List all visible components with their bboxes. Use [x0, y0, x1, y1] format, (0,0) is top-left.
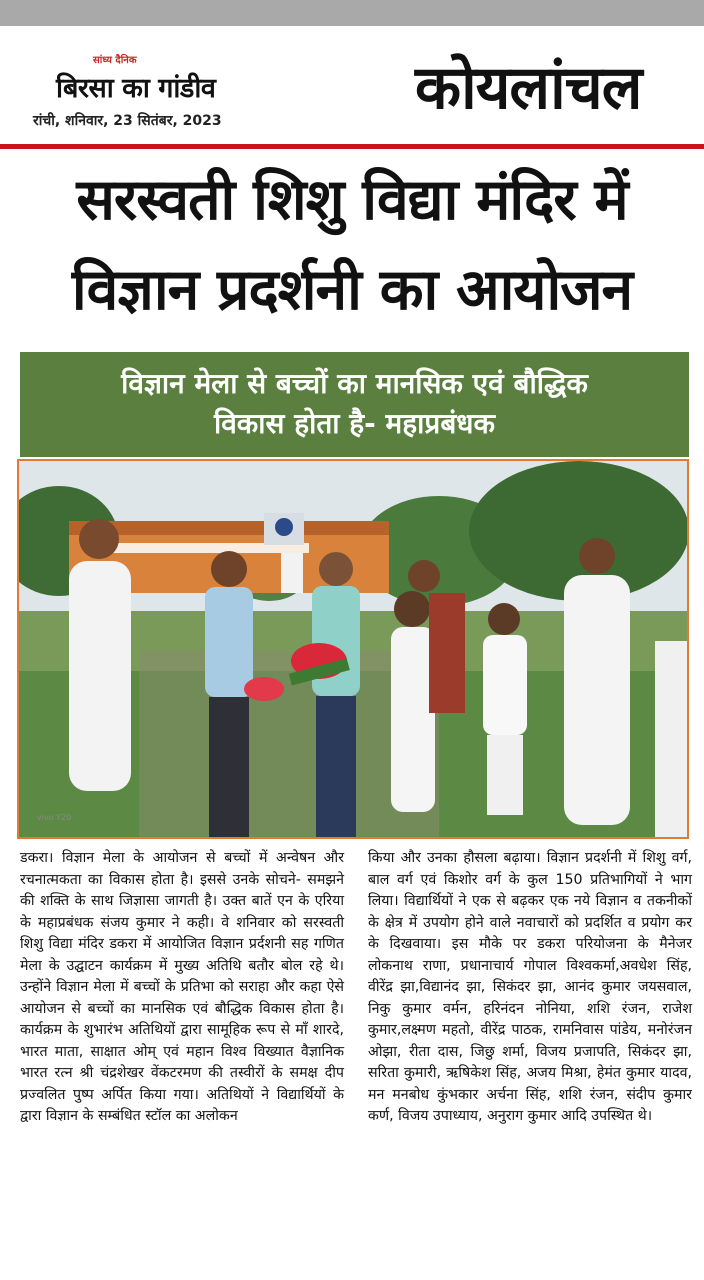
camera-watermark: vivo Y20: [37, 813, 72, 822]
person-right-elder: [564, 538, 630, 825]
section-title: कोयलांचल: [415, 53, 642, 123]
subheadline-line-2: विकास होता है- महाप्रबंधक: [213, 407, 496, 440]
photo-illustration: [19, 461, 687, 837]
newspaper-logo: बिरसा का गांडीव: [56, 73, 216, 104]
person-edge-right: [655, 641, 687, 837]
masthead-divider: [0, 144, 704, 149]
masthead-tagline: सांध्य दैनिक: [93, 55, 137, 66]
dateline: रांची, शनिवार, 23 सितंबर, 2023: [33, 113, 222, 129]
person-chief-guest: [312, 552, 360, 837]
news-photo: [17, 459, 689, 839]
subheadline-line-1: विज्ञान मेला से बच्चों का मानसिक एवं बौद्धिक: [121, 367, 588, 400]
subheadline-banner: [20, 352, 689, 457]
person-guest: [205, 551, 253, 837]
headline-line-2: विज्ञान प्रदर्शनी का आयोजन: [71, 257, 633, 323]
headline-line-1: सरस्वती शिशु विद्या मंदिर में: [76, 167, 628, 233]
top-status-bar: [0, 0, 704, 26]
article-column-right: किया और उनका हौसला बढ़ाया। विज्ञान प्रदर्शनी में शिशु वर्ग, बाल वर्ग एवं किशोर वर्ग के कुल 150 प्रतिभागियों ने भाग लिया। विद्यार्थियों ने एक से बढ़कर एक नये विज्ञान व तकनीकों के क्षेत्र में उपयोग होने वाले नवाचारों को प्रदर्शित व प्रयोग कर के दिखवाया। इस मौके पर डकरा परियोजना के मैनेजर लोकनाथ राणा, प्रधानाचार्य गोपाल विश्वकर्मा,अवधेश सिंह, वीरेंद्र झा,विद्यानंद झा, सिकंदर झा, आनंद कुमार जयसवाल, निकु कुमार वर्मन, हरिनंदन नोनिया, शशि रंजन, राजेश कुमार,लक्ष्मण महतो, वीरेंद्र पाठक, रामनिवास पांडेय, मनोरंजन ओझा, रीता दास, जिछु शर्मा, विजय प्रजापति, सिकंदर झा, सरिता कुमारी, ऋषिकेश सिंह, अजय मिश्रा, हेमंत कुमार यादव, मन मनबोध कुंभकार अर्चना सिंह, शशि रंजन, संदीप कुमार कर्ण, विजय उपाध्याय, अनुराग कुमार आदि उपस्थित थे।: [368, 850, 692, 1124]
article-column-left: डकरा। विज्ञान मेला के आयोजन से बच्चों में अन्वेषन और रचनात्मकता का विकास होता है। इससे उनके सोचने- समझने की शक्ति के साथ जिज्ञासा जागती है। उक्त बातें एन के एरिया के महाप्रबंधक संजय कुमार ने कही। वे शनिवार को सरस्वती शिशु विद्या मंदिर डकरा में आयोजित विज्ञान प्रर्दशनी सह गणित मेला के उद्घाटन कार्यक्रम में मुख्य अतिथि बतौर बोल रहे थे। उन्होंने विज्ञान मेला में बच्चों के प्रतिभा को सराहा और कहा ऐसे आयोजन से बच्चों का मानसिक एवं बौद्धिक विकास होता है। कार्यक्रम के शुभारंभ अतिथियों द्वारा सामूहिक रूप से माँ शारदे, भारत माता, साक्षात ओम् एवं महान विश्व विख्यात वैज्ञानिक भारत रत्न श्री चंद्रशेखर वेंकटरमण की तस्वीरों के समक्ष दीप प्रज्वलित पुष्प अर्पित किया गया। अतिथियों ने विद्यार्थियों के द्वारा विज्ञान के सम्बंधित स्टॉल का अलोकन: [20, 850, 344, 1124]
